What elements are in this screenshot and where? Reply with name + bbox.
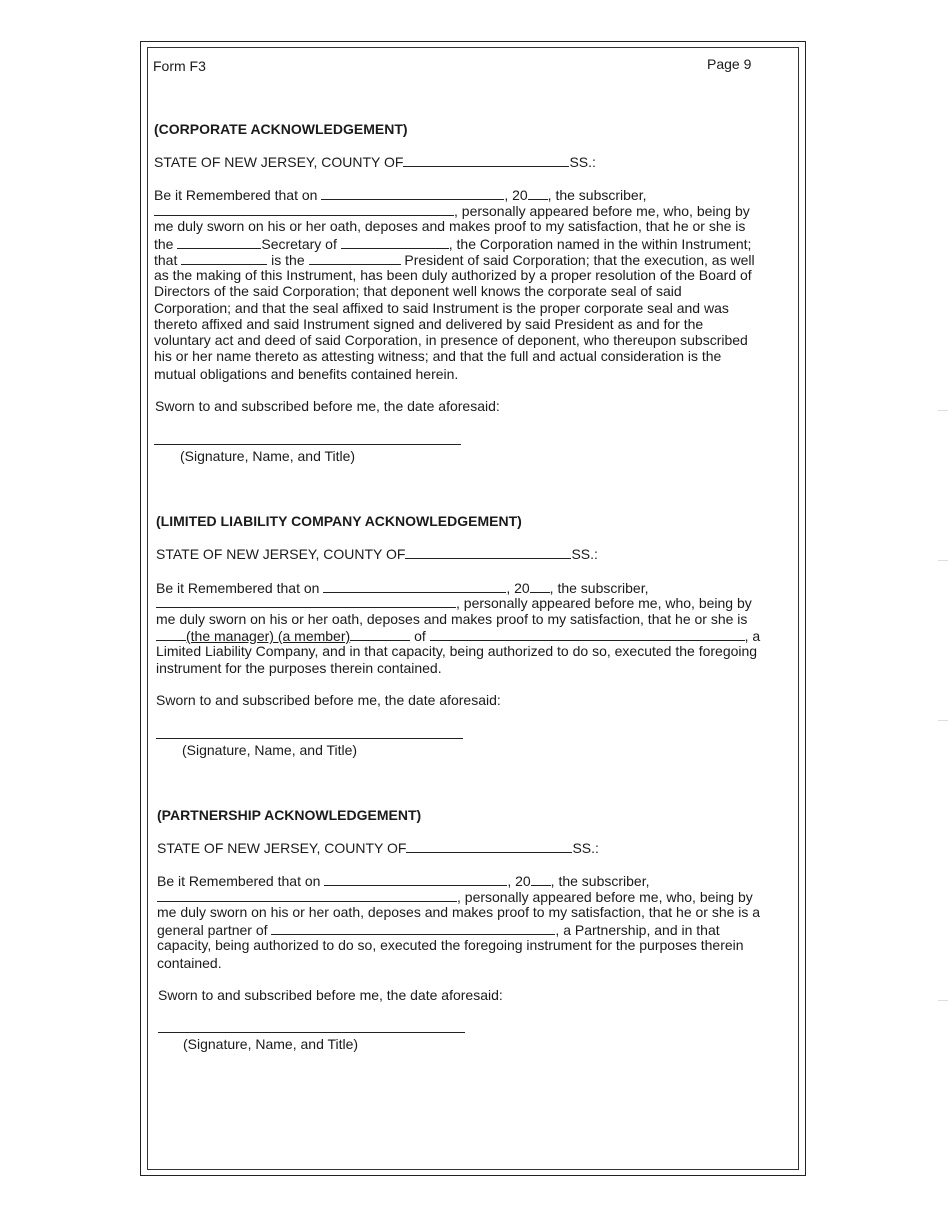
corporate-line-8: Corporation; and that the seal affixed to said Instrument is the proper corporate seal and was (154, 300, 729, 316)
llc-line-5: Limited Liability Company, and in that capacity, being authorized to do so, executed the foregoing (156, 643, 758, 659)
subscriber-field[interactable] (154, 202, 454, 216)
form-label: Form F3 (153, 58, 206, 74)
corporate-line-3: me duly sworn on his or her oath, deposes and makes proof to my satisfaction, that he or she is (154, 218, 746, 234)
partnership-name-field[interactable] (271, 921, 555, 935)
llc-name-field[interactable] (430, 627, 745, 641)
partnership-signature-line[interactable] (158, 1032, 465, 1033)
county-field[interactable] (405, 545, 571, 559)
partnership-line-6: contained. (157, 955, 222, 971)
person-name-field[interactable] (181, 251, 267, 265)
corporate-signature-caption: (Signature, Name, and Title) (180, 448, 356, 464)
partnership-sworn: Sworn to and subscribed before me, the date aforesaid: (158, 987, 503, 1003)
corporate-line-5: that is the President of said Corporation; that the execution, as well (154, 252, 755, 268)
corporate-line-10: voluntary act and deed of said Corporation, in presence of deponent, who thereupon subscribed (154, 332, 748, 348)
partnership-line-5: capacity, being authorized to do so, executed the foregoing instrument for the purposes therein (157, 937, 744, 953)
corporate-line-9: thereto affixed and said Instrument signed and delivered by said President as and for the (154, 316, 704, 332)
llc-sworn: Sworn to and subscribed before me, the date aforesaid: (156, 692, 501, 708)
partnership-line-2: , personally appeared before me, who, being by (157, 888, 753, 905)
date-field[interactable] (323, 579, 506, 593)
llc-line-2: , personally appeared before me, who, being by (156, 594, 752, 611)
corporate-sworn: Sworn to and subscribed before me, the date aforesaid: (155, 398, 500, 414)
page-number: Page 9 (707, 56, 752, 72)
year-field[interactable] (530, 579, 550, 593)
partnership-line-1: Be it Remembered that on , 20 , the subscriber, (157, 873, 650, 889)
subscriber-field[interactable] (157, 888, 457, 902)
subscriber-field[interactable] (156, 594, 456, 608)
corporate-signature-line[interactable] (154, 444, 461, 445)
llc-heading: (LIMITED LIABILITY COMPANY ACKNOWLEDGEMENT) (156, 513, 522, 529)
llc-signature-caption: (Signature, Name, and Title) (182, 742, 358, 758)
partnership-signature-caption: (Signature, Name, and Title) (183, 1036, 359, 1052)
partnership-line-3: me duly sworn on his or her oath, deposes and makes proof to my satisfaction, that he or she is a (157, 904, 761, 920)
margin-mark (938, 1000, 948, 1001)
year-field[interactable] (531, 872, 551, 886)
partnership-line-4: general partner of , a Partnership, and in that (157, 922, 720, 938)
manager-member-option[interactable]: (the manager) (a member) (186, 628, 351, 644)
llc-line-6: instrument for the purposes therein contained. (156, 660, 442, 676)
llc-line-3: me duly sworn on his or her oath, deposes and makes proof to my satisfaction, that he or she is (156, 611, 748, 627)
corporate-line-2: , personally appeared before me, who, being by (154, 202, 750, 219)
corporation-name-field[interactable] (341, 235, 449, 249)
county-field[interactable] (403, 153, 569, 167)
partnership-heading: (PARTNERSHIP ACKNOWLEDGEMENT) (157, 807, 422, 823)
llc-state-line: STATE OF NEW JERSEY, COUNTY OF SS.: (156, 546, 598, 562)
secretary-name-field[interactable] (177, 235, 261, 249)
llc-line-4: (the manager) (a member) of , a (156, 627, 760, 644)
date-field[interactable] (324, 872, 507, 886)
corporate-line-7: Directors of the said Corporation; that deponent well knows the corporate seal of said (154, 283, 682, 299)
corporate-line-6: as the making of this Instrument, has been duly authorized by a proper resolution of the Board of (154, 267, 752, 283)
corporate-state-line: STATE OF NEW JERSEY, COUNTY OF SS.: (154, 154, 596, 170)
corporate-line-12: mutual obligations and benefits contained herein. (154, 366, 459, 382)
corporate-heading: (CORPORATE ACKNOWLEDGEMENT) (154, 121, 408, 137)
corporate-line-11: his or her name thereto as attesting witness; and that the full and actual consideration is the (154, 348, 722, 364)
date-field[interactable] (321, 186, 504, 200)
corporate-line-1: Be it Remembered that on , 20 , the subscriber, (154, 187, 647, 203)
county-field[interactable] (406, 839, 572, 853)
year-field[interactable] (528, 186, 548, 200)
llc-signature-line[interactable] (156, 738, 463, 739)
margin-mark (938, 560, 948, 561)
corporate-line-4: the Secretary of , the Corporation named in the within Instrument; (154, 236, 752, 252)
partnership-state-line: STATE OF NEW JERSEY, COUNTY OF SS.: (157, 840, 599, 856)
margin-mark (938, 410, 948, 411)
llc-line-1: Be it Remembered that on , 20 , the subscriber, (156, 580, 649, 596)
margin-mark (938, 720, 948, 721)
president-field[interactable] (309, 251, 401, 265)
